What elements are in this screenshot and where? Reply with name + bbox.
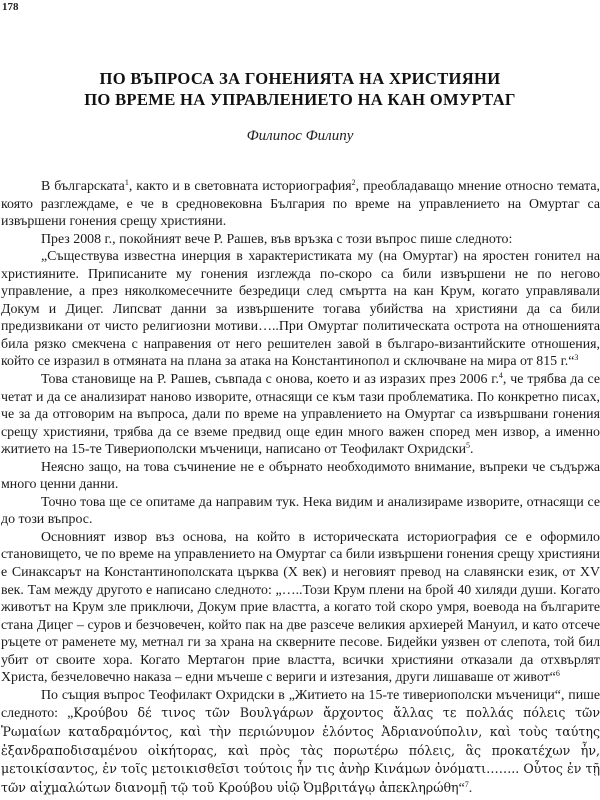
paragraph-unclear	[1, 459, 600, 494]
paragraph-intro	[1, 178, 600, 231]
paragraph-author-view	[1, 371, 600, 459]
paragraph-text: По същия въпрос Теофилакт Охридски в „Житието на 15-те тивериополски мъченици“, пише следното: „	[1, 687, 600, 722]
footnote-ref[interactable]: 7	[464, 779, 469, 789]
paragraph-text: През 2008 г., покойният вече Р. Рашев, във връзка с този въпрос пише следното:	[41, 231, 513, 247]
quote-text: „Съществува известна инерция в характеристиката му (на Омуртаг) на яростен гонител на християните. Приписаните му гонения изглежда по-скоро са били извършени не по негово управление, а през няколкомесечните безредици след смъртта на кан Крум, когато управлявали Докум и Дицег. Липсват данни за извършените тогава убийства на християни да са били предизвикани от чисто религиозни мотиви…..При Омуртаг политическата острота на отношенията била рязко смекчена с направения от него решителен завой в българо-византийските отношения, който се изразил в отмяната на плана за атака на Константинопол и сключване на мира от 815 г.“	[1, 249, 600, 370]
title-line-1: ПО ВЪПРОСА ЗА ГОНЕНИЯТА НА ХРИСТИЯНИ	[99, 69, 501, 88]
paragraph-text: , както и в световната историография	[128, 179, 352, 194]
title-line-2: ПО ВРЕМЕ НА УПРАВЛЕНИЕТО НА КАН ОМУРТАГ	[84, 90, 516, 109]
article-body	[1, 178, 600, 797]
paragraph-text: .	[468, 780, 473, 796]
author-name: Филипос Филипу	[246, 128, 354, 144]
paragraph-text: Това становище на Р. Рашев, съвпада с онова, което и аз изразих през 2006 г.	[41, 372, 499, 388]
greek-quote: Κρούβου δέ τινος τῶν Βουλγάρων ἄρχοντος ἄλλας τε πολλάς πόλεις τῶν Ῥωμαίων καταδραμόντος, καὶ τὴν περιώνυμον ἑλόντος Ἀδριανούπολιν, καὶ τοὺς ταύτης ἐξανδραποδισαμένου οἰκήτορας, καὶ πρὸς τὰς πορωτέρω πόλεις, ἃς προκατέχων ἦν, μετοικίσαντος, ἐν τοῖς μετοικισθεῖσι τούτοις ἦν τις ἀνὴρ Κινάμων ὀνόματι…….. Οὗτος ἐν τῇ τῶν αἰχμαλώτων διανομῇ τῷ τοῦ Κρούβου υἱῷ Ὀμβριτάγῳ ἀπεκληρώθη	[1, 705, 600, 795]
paragraph-rashev-intro	[1, 231, 600, 249]
footnote-ref[interactable]: 6	[555, 669, 560, 679]
paragraph-rashev-quote	[1, 248, 600, 371]
footnote-ref[interactable]: 5	[466, 441, 471, 451]
paragraph-text: В българската	[41, 179, 125, 194]
paragraph-text: “	[458, 780, 465, 796]
paragraph-theophylact	[1, 687, 600, 797]
paragraph-text: Неясно защо, на това съчинение не е обърнато необходимото внимание, въпреки че съдържа много ценни данни.	[1, 459, 600, 493]
footnote-ref[interactable]: 2	[351, 178, 356, 187]
footnote-ref[interactable]: 1	[124, 178, 129, 187]
paragraph-synaxarion	[1, 529, 600, 687]
article-title	[0, 68, 600, 110]
paragraph-text: Точно това ще се опитаме да направим тук. Нека видим и анализираме изворите, отнасящи се до този въпрос.	[1, 494, 600, 528]
paragraph-text: , преобладаващо мнение относно темата, която разглеждаме, е че в средновековна България по време на управлението на Омуртаг са извършени гонения срещу християни.	[1, 179, 600, 230]
paragraph-text: Основният извор въз основа, на който в историческата историография се е оформило становището, че по време на управлението на Омуртаг са били извършени гонения срещу християни е Синаксарът на Константинополската църква (X век) и неговият превод на славянски език, от XV век. Там между другото е написано следното: „…..Този Крум плени на брой 40 хиляди души. Когато животът на Крум зле приключи, Докум прие властта, а когато той скоро умря, воевода на българите стана Дицег – суров и безчовечен, който пак на две разсече великия архиерей Мануил, и като отсече ръцете от раменете му, метнал ги за храна на скверните песове. Бидейки уязвен от слепота, той бил убит от своите хора. Когато Мертагон прие властта, всички християни отказали да отхвърлят Христа, безчеловечно наказа – едни мъчеше с вериги и изтезания, други лишаваше от живот“	[1, 529, 600, 686]
paragraph-text: .	[470, 442, 474, 458]
page-number: 178	[2, 1, 19, 13]
footnote-ref[interactable]: 3	[574, 353, 579, 363]
paragraph-text: , че трябва да се четат и да се анализират наново изворите, отнасящи се към тази проблематика. По конкретно писах, че за да отговорим на въпроса, дали по време на управлението на Омуртаг са извършвани гонения срещу християни, трябва да се вземе предвид още един много важен според мен извор, а именно житието на 15-те Тивериополски мъченици, написано от Теофилакт Охридски	[1, 372, 600, 458]
footnote-ref[interactable]: 4	[498, 371, 503, 381]
paragraph-aim	[1, 494, 600, 529]
